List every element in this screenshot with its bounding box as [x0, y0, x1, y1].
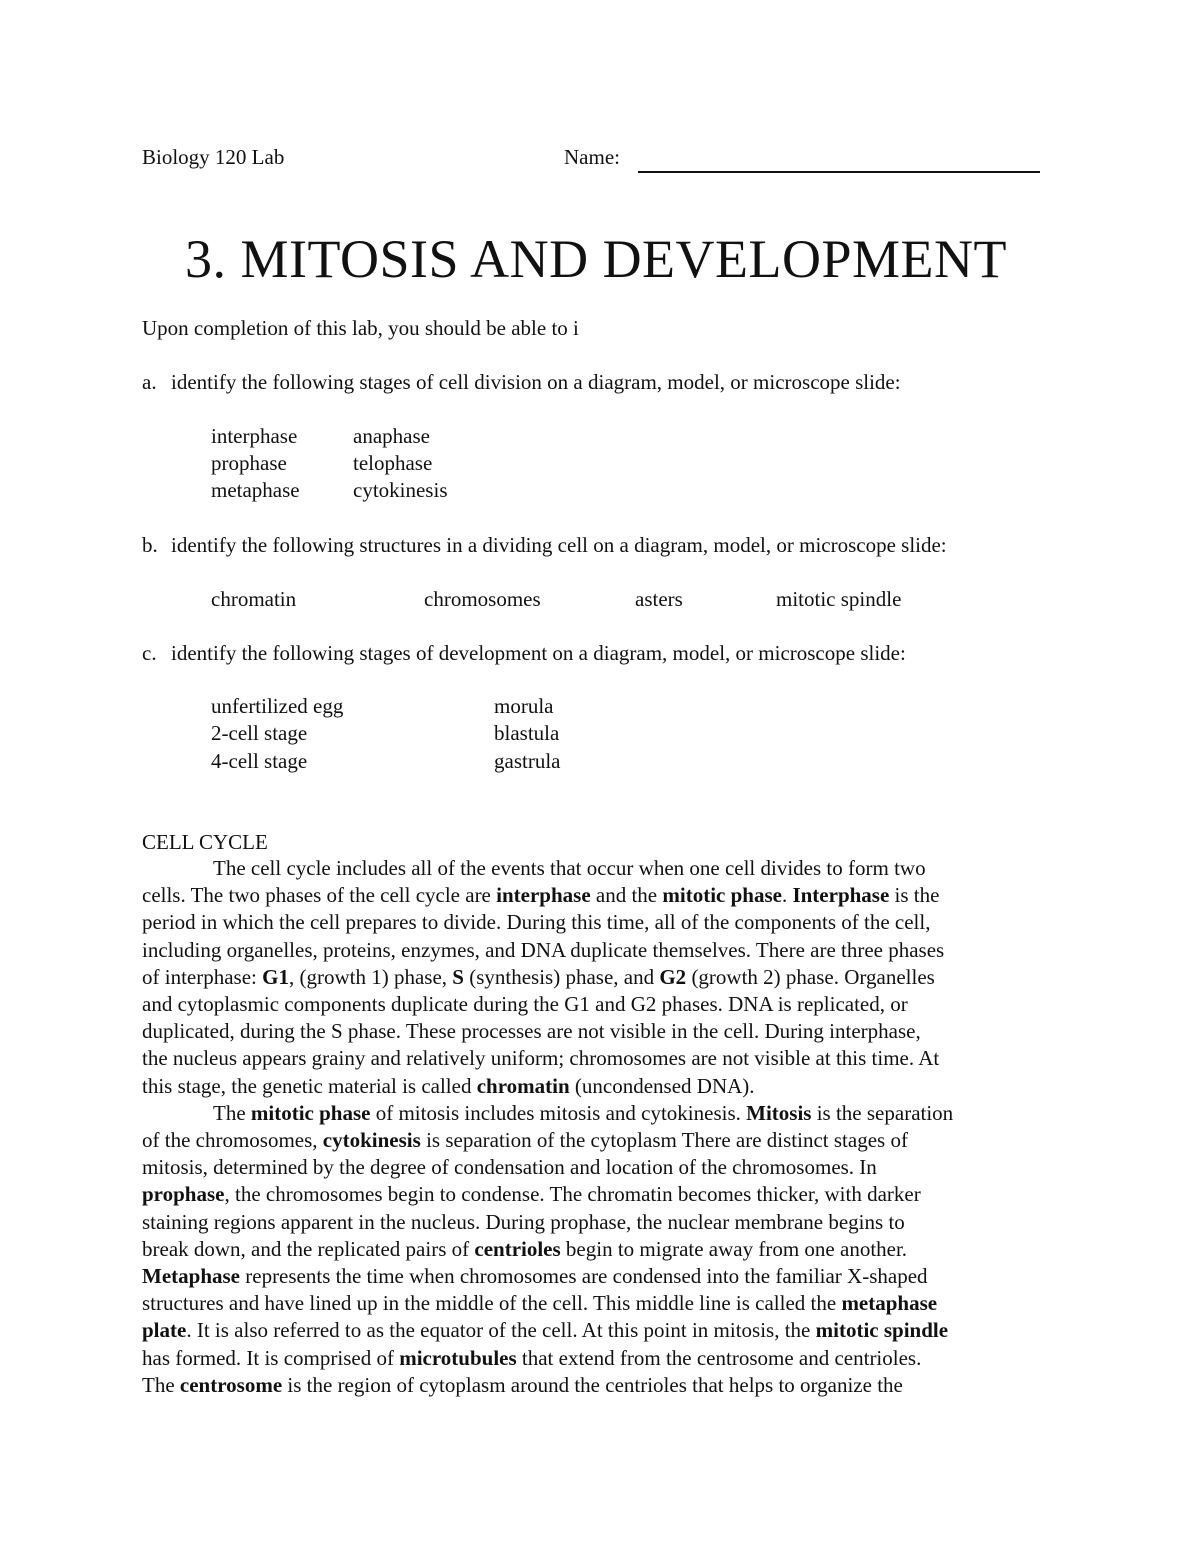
structure-item: asters: [635, 587, 683, 611]
section-heading: CELL CYCLE: [142, 830, 268, 854]
paragraph-interphase: The cell cycle includes all of the events that occur when one cell divides to form two cells. The two phases of the cell cycle are interphase and the mitotic phase. Interphase is the period in which the cell prepares to divide. During this time, all of the components of the cell, including organelles, proteins, enzymes, and DNA duplicate themselves. There are three phases of interphase: G1, (growth 1) phase, S (synthesis) phase, and G2 (growth 2) phase. Organelles and cytoplasmic components duplicate during the G1 and G2 phases. DNA is replicated, or duplicated, during the S phase. These processes are not visible in the cell. During interphase, the nucleus appears grainy and relatively uniform; chromosomes are not visible at this time. At this stage, the genetic material is called chromatin (uncondensed DNA). The mitotic phase of mitosis includes mitosis and cytokinesis. Mitosis is the separation of the chromosomes, cytokinesis is separation of the cytoplasm There are distinct stages of mitosis, determined by the degree of condensation and location of the chromosomes. In prophase, the chromosomes begin to condense. The chromatin becomes thicker, with darker staining regions apparent in the nucleus. During prophase, the nuclear membrane begins to break down, and the replicated pairs of centrioles begin to migrate away from one another. Metaphase represents the time when chromosomes are condensed into the familiar X-shaped structures and have lined up in the middle of the cell. This middle line is called the metaphase plate. It is also referred to as the equator of the cell. At this point in mitosis, the mitotic spindle has formed. It is comprised of microtubules that extend from the centrosome and centrioles. The centrosome is the region of cytoplasm around the centrioles that helps to organize the: [142, 856, 954, 1397]
development-item: 4-cell stage: [211, 749, 308, 773]
development-item: unfertilized egg: [211, 694, 344, 718]
stage-item: anaphase: [353, 424, 430, 448]
objective-a-text: identify the following stages of cell division on a diagram, model, or microscope slide:: [171, 370, 901, 394]
name-label: Name:: [564, 145, 620, 169]
structure-item: chromatin: [211, 587, 297, 611]
stage-item: interphase: [211, 424, 298, 448]
development-item: blastula: [494, 721, 560, 745]
development-item: gastrula: [494, 749, 561, 773]
structure-item: mitotic spindle: [776, 587, 902, 611]
objective-b-text: identify the following structures in a dividing cell on a diagram, model, or microscope slide:: [171, 533, 947, 557]
stage-item: prophase: [211, 451, 287, 475]
structure-item: chromosomes: [424, 587, 541, 611]
name-blank-line: [638, 171, 1040, 173]
stage-item: cytokinesis: [353, 478, 448, 502]
development-item: morula: [494, 694, 554, 718]
stage-item: telophase: [353, 451, 433, 475]
stage-item: metaphase: [211, 478, 300, 502]
development-item: 2-cell stage: [211, 721, 308, 745]
page-title: 3. MITOSIS AND DEVELOPMENT: [185, 229, 1008, 289]
intro-text: Upon completion of this lab, you should be able to i: [142, 316, 579, 340]
objective-a-marker: a.: [142, 370, 157, 394]
objective-c-text: identify the following stages of development on a diagram, model, or microscope slide:: [171, 641, 906, 665]
objective-c-marker: c.: [142, 641, 157, 665]
objective-b-marker: b.: [142, 533, 158, 557]
course-label: Biology 120 Lab: [142, 145, 285, 169]
